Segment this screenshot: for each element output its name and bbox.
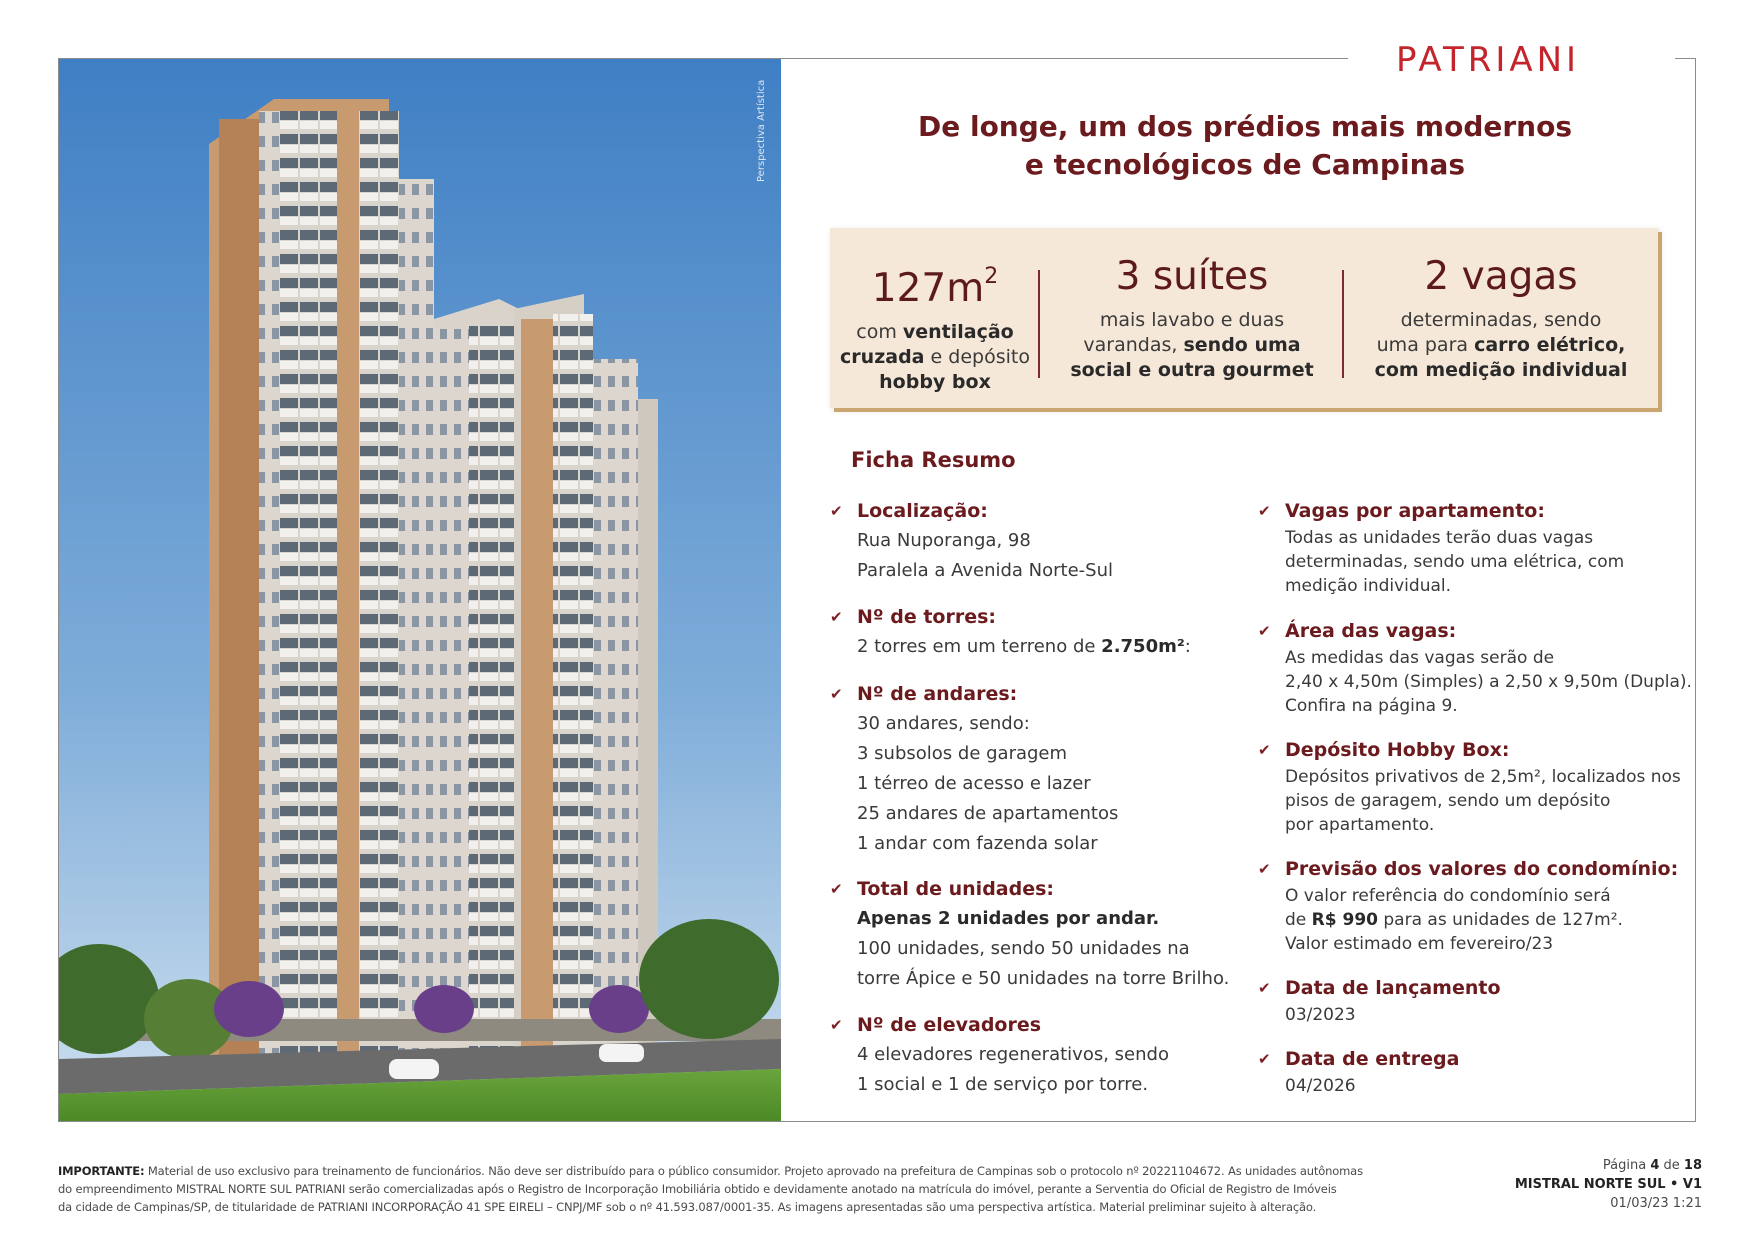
page-number: Página 4 de 18: [1602, 1158, 1702, 1173]
item-text: torre Ápice e 50 unidades na torre Brilho.: [857, 968, 1230, 989]
check-icon: ✔: [1258, 622, 1271, 640]
item-text: 04/2026: [1285, 1076, 1356, 1096]
item-text: Todas as unidades terão duas vagas: [1285, 528, 1594, 548]
item-text: 100 unidades, sendo 50 unidades na: [857, 938, 1190, 959]
check-icon: ✔: [830, 685, 843, 703]
item-text: Rua Nuporanga, 98: [857, 530, 1031, 551]
item-text: por apartamento.: [1285, 815, 1435, 835]
item-title: Depósito Hobby Box:: [1285, 739, 1510, 761]
item-text: 2 torres em um terreno de 2.750m²:: [857, 636, 1191, 657]
item-text: 4 elevadores regenerativos, sendo: [857, 1044, 1169, 1065]
highlight-suites-value: 3 suítes: [1115, 254, 1269, 299]
item-text: Paralela a Avenida Norte-Sul: [857, 560, 1113, 581]
check-icon: ✔: [1258, 1050, 1271, 1068]
highlight-parking-text: determinadas, sendo uma para carro elétrico, com medição individual: [1374, 309, 1628, 381]
highlight-parking: [1344, 252, 1658, 383]
item-title: Vagas por apartamento:: [1285, 500, 1545, 522]
highlight-area-value: $127m^2$: [871, 264, 999, 311]
tower-a: [209, 99, 434, 1069]
building-photo: [59, 59, 781, 1121]
item-text: Apenas 2 unidades por andar.: [857, 908, 1160, 929]
item-title: Nº de torres:: [857, 606, 997, 628]
page-meta: [1515, 1156, 1702, 1213]
item-title: Nº de elevadores: [857, 1014, 1042, 1036]
check-icon: ✔: [830, 1016, 843, 1034]
item-title: Localização:: [857, 500, 988, 522]
check-icon: ✔: [830, 608, 843, 626]
item-text: As medidas das vagas serão de: [1285, 648, 1555, 668]
item-text: de R$ 990 para as unidades de 127m².: [1285, 910, 1623, 930]
item-text: 25 andares de apartamentos: [857, 803, 1119, 824]
item-title: Data de lançamento: [1285, 977, 1501, 999]
item-title: Previsão dos valores do condomínio:: [1285, 858, 1679, 880]
highlight-area-text: com ventilação cruzada e depósito hobby box: [840, 321, 1030, 393]
item-text: Confira na página 9.: [1285, 696, 1458, 716]
ficha-resumo-title: Ficha Resumo: [851, 448, 1016, 472]
check-icon: ✔: [1258, 979, 1271, 997]
check-icon: ✔: [1258, 741, 1271, 759]
highlight-area: [830, 252, 1040, 395]
legal-disclaimer: IMPORTANTE: Material de uso exclusivo para treinamento de funcionários. Não deve ser distribuído para o público consumidor. Projeto aprovado na prefeitura de Campinas sob o protocolo nº 20221104672. As unidades autônomas do empreendimento MISTRAL NORTE SUL PATRIANI serão comercializadas após o Registro de Incorporação Imobiliária obtido e devidamente anotado na matrícula do imóvel, perante a Serventia do Oficial de Registro de Imóveis da cidade de Campinas/SP, de titularidade de PATRIANI INCORPORAÇÃO 41 SPE EIRELI – CNPJ/MF sob o nº 41.593.087/0001-35. As imagens apresentadas são uma perspectiva artística. Material preliminar sujeito à alteração.: [58, 1164, 1363, 1214]
highlight-parking-value: 2 vagas: [1424, 254, 1578, 299]
item-title: Nº de andares:: [857, 683, 1018, 705]
document-date: 01/03/23 1:21: [1610, 1196, 1702, 1211]
item-title: Total de unidades:: [857, 878, 1055, 900]
check-icon: ✔: [1258, 860, 1271, 878]
item-text: Valor estimado em fevereiro/23: [1285, 934, 1554, 954]
item-text: 2,40 x 4,50m (Simples) a 2,50 x 9,50m (Dupla).: [1285, 672, 1692, 692]
perspective-caption: Perspectiva Artística: [756, 79, 767, 182]
item-title: Data de entrega: [1285, 1048, 1460, 1070]
item-text: 1 térreo de acesso e lazer: [857, 773, 1091, 794]
document-id: MISTRAL NORTE SUL • V1: [1514, 1177, 1702, 1192]
highlight-suites-text: mais lavabo e duas varandas, sendo uma social e outra gourmet: [1070, 309, 1314, 381]
highlight-suites: [1040, 252, 1344, 383]
headline-line-2: e tecnológicos de Campinas: [1024, 148, 1466, 181]
item-text: 1 andar com fazenda solar: [857, 833, 1098, 854]
item-text: 3 subsolos de garagem: [857, 743, 1068, 764]
item-text: medição individual.: [1285, 576, 1452, 596]
item-text: pisos de garagem, sendo um depósito: [1285, 791, 1611, 811]
patriani-logo: PATRIANI: [1396, 40, 1581, 80]
check-icon: ✔: [1258, 502, 1271, 520]
check-icon: ✔: [830, 880, 843, 898]
item-text: Depósitos privativos de 2,5m², localizados nos: [1285, 767, 1681, 787]
highlights-box: [830, 228, 1658, 408]
item-title: Área das vagas:: [1285, 620, 1457, 642]
headline: [800, 108, 1690, 184]
headline-line-1: De longe, um dos prédios mais modernos: [917, 110, 1573, 143]
item-text: 1 social e 1 de serviço por torre.: [857, 1074, 1149, 1095]
item-text: 30 andares, sendo:: [857, 713, 1030, 734]
item-text: 03/2023: [1285, 1005, 1356, 1025]
tower-b: [434, 294, 658, 1069]
item-text: O valor referência do condomínio será: [1285, 886, 1611, 906]
check-icon: ✔: [830, 502, 843, 520]
item-text: determinadas, sendo uma elétrica, com: [1285, 552, 1625, 572]
